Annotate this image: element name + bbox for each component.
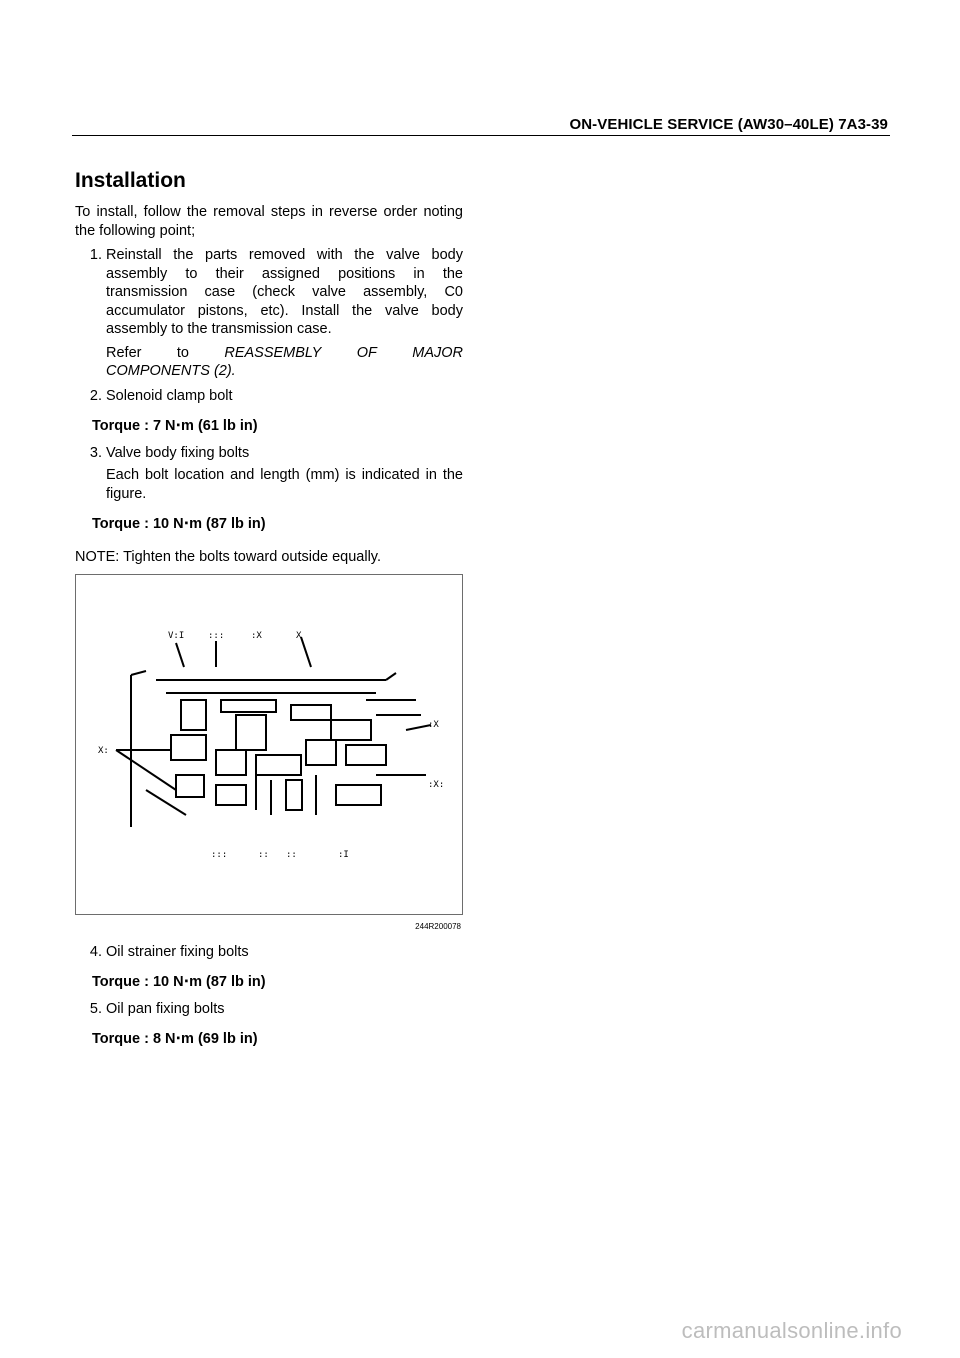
step-text: Oil strainer fixing bolts [106,943,249,960]
svg-text:::: :: [286,850,297,860]
step-text: Oil pan fixing bolts [106,1000,225,1017]
torque-spec: Torque : 10 N⋅m (87 lb in) [92,516,266,532]
svg-text::::: ::: [211,850,228,860]
page-header-title: ON-VEHICLE SERVICE (AW30–40LE) 7A3-39 [569,116,888,133]
refer-word: to [176,344,189,361]
valve-body-bolt-diagram-icon [76,575,462,914]
refer-link-word[interactable]: OF [356,344,377,361]
note-text: NOTE: Tighten the bolts toward outside equally. [75,548,382,565]
step-number: 4. [89,943,102,960]
step-2 [75,387,463,406]
figure-frame [75,574,463,915]
step-3 [75,444,463,463]
svg-text:X:: X: [98,746,109,756]
torque-spec: Torque : 10 N⋅m (87 lb in) [92,974,266,990]
svg-text:V:I: V:I [168,631,185,641]
figure-code: 244R200078 [415,922,461,931]
step-number: 1. [89,247,102,263]
step-text: Reinstall the parts removed with the valve body assembly to their assigned positions in the transmission case (check valve assembly, C0 accumulator pistons, etc). Install the valve body assembly to the transmission case. [106,247,463,337]
svg-text::X: :X [251,631,262,641]
svg-text::::: ::: [208,631,225,641]
svg-text::X: :X [428,720,439,730]
refer-link-word[interactable]: REASSEMBLY [224,344,322,361]
header-divider [72,135,890,136]
refer-word: Refer [106,344,142,361]
step-text: Solenoid clamp bolt [106,387,233,404]
svg-text:X: X [296,631,302,641]
intro-paragraph: To install, follow the removal steps in reverse order noting the following point; [75,204,463,239]
content-column [75,168,463,1059]
svg-text::I: :I [338,850,349,860]
section-title: Installation [75,169,186,192]
svg-text::X:: :X: [428,780,445,790]
torque-spec: Torque : 7 N⋅m (61 lb in) [92,418,258,434]
step-detail: Each bolt location and length (mm) is indicated in the figure. [106,467,463,502]
torque-spec: Torque : 8 N⋅m (69 lb in) [92,1031,258,1047]
step-4 [75,943,463,962]
step-1 [75,246,463,339]
step-number: 2. [89,387,102,404]
svg-text:::: :: [258,850,269,860]
refer-line [106,344,463,363]
step-5 [75,1000,463,1019]
step-number: 5. [89,1000,102,1017]
refer-link-word[interactable]: MAJOR [412,344,463,361]
refer-link-continued[interactable]: COMPONENTS (2). [106,363,236,379]
step-text: Valve body fixing bolts [106,444,250,461]
watermark-link[interactable]: carmanualsonline.info [681,1318,902,1343]
step-number: 3. [89,444,102,461]
refer-block [102,344,463,381]
